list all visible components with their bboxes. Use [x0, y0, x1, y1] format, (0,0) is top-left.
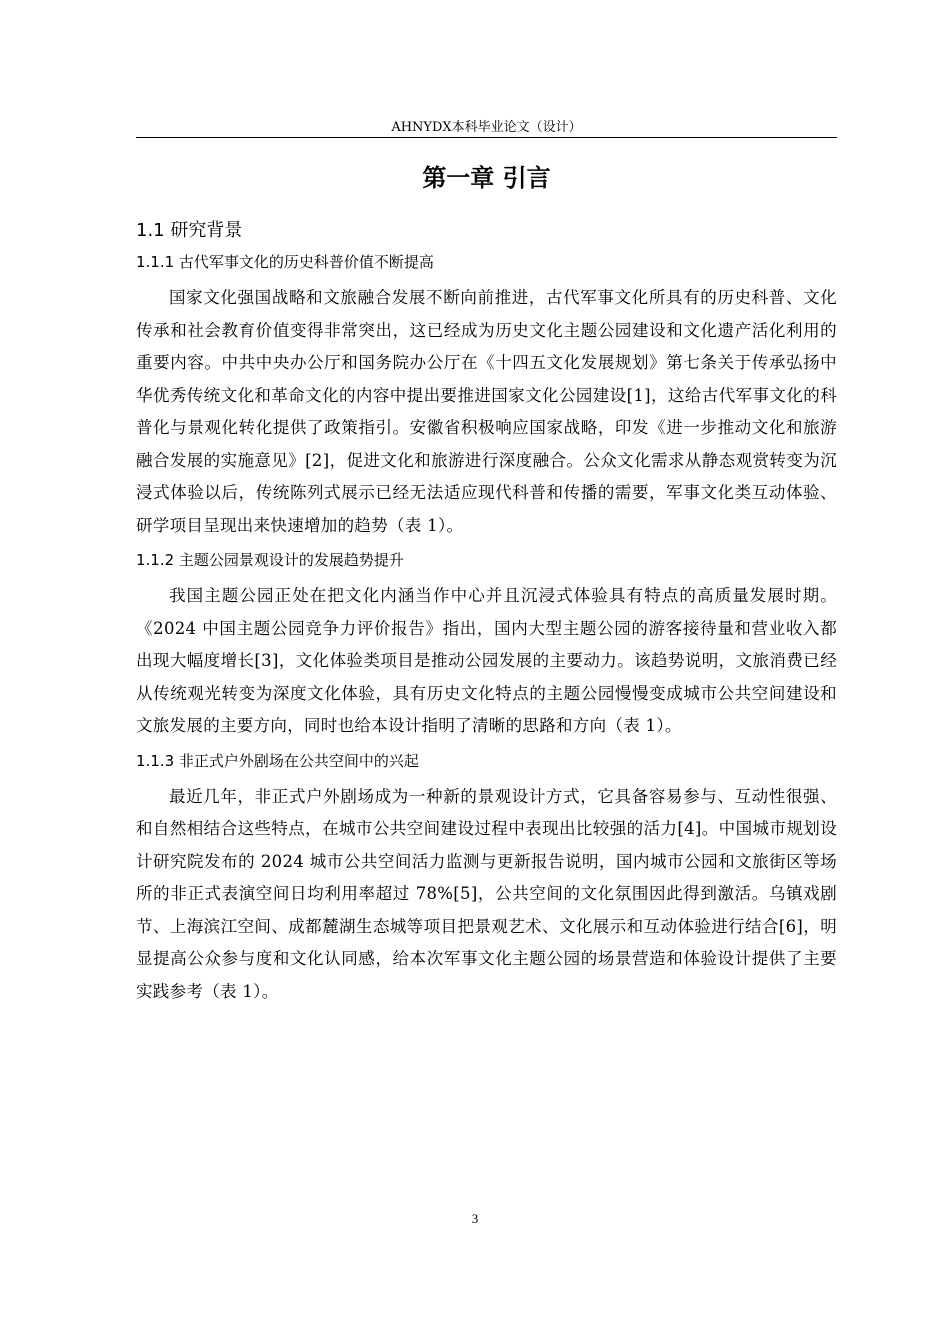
- paragraph-1-1-3: 最近几年，非正式户外剧场成为一种新的景观设计方式，它具备容易参与、互动性很强、和自然相结合这些特点，在城市公共空间建设过程中表现出比较强的活力[4]。中国城市规划设计研究院发布的 2024 城市公共空间活力监测与更新报告说明，国内城市公园和文旅街区等场所的非正式表演空间日均利用率超过 78%[5]，公共空间的文化氛围因此得到激活。乌镇戏剧节、上海滨江空间、成都麓湖生态城等项目把景观艺术、文化展示和互动体验进行结合[6]，明显提高公众参与度和文化认同感，给本次军事文化主题公园的场景营造和体验设计提供了主要实践参考（表 1）。: [136, 786, 837, 1001]
- chapter-title: 第一章 引言: [422, 164, 551, 192]
- subsection-heading-1-1-3: 1.1.3 非正式户外剧场在公共空间中的兴起: [136, 751, 419, 770]
- subsection-heading-1-1-2: 1.1.2 主题公园景观设计的发展趋势提升: [136, 551, 404, 569]
- page-body: [136, 150, 837, 1012]
- header-divider: [136, 137, 837, 138]
- page-number: 3: [471, 1211, 479, 1226]
- running-header: AHNYDX本科毕业论文（设计）: [391, 120, 582, 135]
- subsection-heading-1-1-1: 1.1.1 古代军事文化的历史科普价值不断提高: [136, 253, 434, 271]
- paragraph-1-1-1: 国家文化强国战略和文旅融合发展不断向前推进，古代军事文化所具有的历史科普、文化传承和社会教育价值变得非常突出，这已经成为历史文化主题公园建设和文化遗产活化利用的重要内容。中共中央办公厅和国务院办公厅在《十四五文化发展规划》第七条关于传承弘扬中华优秀传统文化和革命文化的内容中提出要推进国家文化公园建设[1]，这给古代军事文化的科普化与景观化转化提供了政策指引。安徽省积极响应国家战略，印发《进一步推动文化和旅游融合发展的实施意见》[2]，促进文化和旅游进行深度融合。公众文化需求从静态观赏转变为沉浸式体验以后，传统陈列式展示已经无法适应现代科普和传播的需要，军事文化类互动体验、研学项目呈现出来快速增加的趋势（表 1）。: [136, 288, 837, 535]
- paragraph-1-1-2: 我国主题公园正处在把文化内涵当作中心并且沉浸式体验具有特点的高质量发展时期。《2024 中国主题公园竞争力评价报告》指出，国内大型主题公园的游客接待量和营业收入都出现大幅度增长[3]，文化体验类项目是推动公园发展的主要动力。该趋势说明，文旅消费已经从传统观光转变为深度文化体验，具有历史文化特点的主题公园慢慢变成城市公共空间建设和文旅发展的主要方向，同时也给本设计指明了清晰的思路和方向（表 1）。: [136, 586, 837, 735]
- section-heading-1-1: 1.1 研究背景: [136, 220, 243, 241]
